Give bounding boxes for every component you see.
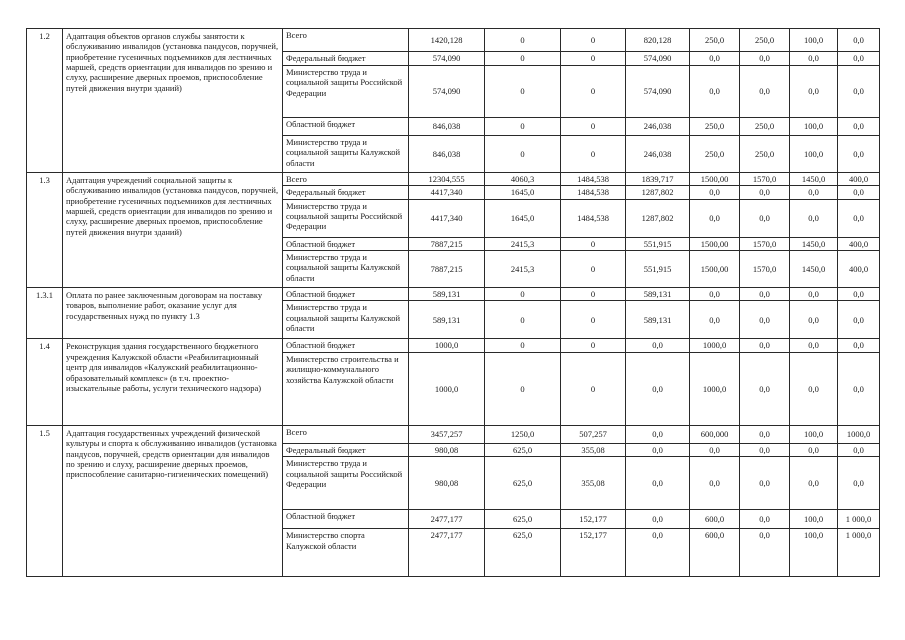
amount-cell: 4417,340 bbox=[409, 186, 485, 199]
table-row bbox=[27, 425, 880, 443]
amount-cell: 0,0 bbox=[790, 443, 838, 456]
amount-cell: 250,0 bbox=[690, 29, 740, 52]
funding-source: Областной бюджет bbox=[283, 288, 409, 301]
amount-cell: 0,0 bbox=[690, 301, 740, 339]
funding-source: Министерство спорта Калужской области bbox=[283, 529, 409, 577]
amount-cell: 7887,215 bbox=[409, 251, 485, 288]
amount-cell: 0,0 bbox=[790, 352, 838, 425]
amount-cell: 0 bbox=[485, 301, 561, 339]
amount-cell: 0,0 bbox=[690, 199, 740, 237]
amount-cell: 1000,0 bbox=[838, 425, 880, 443]
amount-cell: 3457,257 bbox=[409, 425, 485, 443]
amount-cell: 0,0 bbox=[626, 425, 690, 443]
amount-cell: 7887,215 bbox=[409, 237, 485, 250]
amount-cell: 0,0 bbox=[626, 339, 690, 352]
amount-cell: 0 bbox=[561, 52, 626, 66]
amount-cell: 980,08 bbox=[409, 443, 485, 456]
amount-cell: 1500,00 bbox=[690, 173, 740, 186]
amount-cell: 2415,3 bbox=[485, 237, 561, 250]
amount-cell: 0,0 bbox=[838, 52, 880, 66]
funding-source: Министерство труда и социальной защиты Российской Федерации bbox=[283, 66, 409, 118]
budget-table bbox=[26, 28, 880, 577]
amount-cell: 0,0 bbox=[838, 352, 880, 425]
amount-cell: 0,0 bbox=[690, 66, 740, 118]
funding-source: Федеральный бюджет bbox=[283, 443, 409, 456]
funding-source: Областной бюджет bbox=[283, 237, 409, 250]
funding-source: Областной бюджет bbox=[283, 510, 409, 529]
amount-cell: 1500,00 bbox=[690, 251, 740, 288]
amount-cell: 1450,0 bbox=[790, 251, 838, 288]
amount-cell: 0,0 bbox=[740, 301, 790, 339]
amount-cell: 574,090 bbox=[626, 66, 690, 118]
table-row bbox=[27, 339, 880, 352]
amount-cell: 0,0 bbox=[690, 288, 740, 301]
amount-cell: 2477,177 bbox=[409, 510, 485, 529]
amount-cell: 100,0 bbox=[790, 510, 838, 529]
amount-cell: 0 bbox=[561, 352, 626, 425]
funding-source: Министерство труда и социальной защиты Российской Федерации bbox=[283, 457, 409, 510]
amount-cell: 0,0 bbox=[740, 352, 790, 425]
funding-source: Федеральный бюджет bbox=[283, 52, 409, 66]
amount-cell: 0 bbox=[561, 301, 626, 339]
amount-cell: 0 bbox=[561, 288, 626, 301]
table-row bbox=[27, 288, 880, 301]
amount-cell: 574,090 bbox=[409, 66, 485, 118]
amount-cell: 0,0 bbox=[740, 510, 790, 529]
item-code: 1.5 bbox=[27, 425, 63, 576]
amount-cell: 0 bbox=[485, 52, 561, 66]
amount-cell: 0,0 bbox=[626, 443, 690, 456]
amount-cell: 0,0 bbox=[838, 118, 880, 136]
amount-cell: 0,0 bbox=[740, 339, 790, 352]
amount-cell: 0,0 bbox=[740, 425, 790, 443]
amount-cell: 4417,340 bbox=[409, 199, 485, 237]
funding-source: Всего bbox=[283, 29, 409, 52]
amount-cell: 2477,177 bbox=[409, 529, 485, 577]
item-description: Адаптация государственных учреждений физической культуры и спорта к обслуживанию инвалидов (установка пандусов, поручней, средств ориентации для инвалидов по зрению и слуху, расширение дверных проемов, приспособление санитарно-гигиенических помещений) bbox=[63, 425, 283, 576]
item-description: Оплата по ранее заключенным договорам на поставку товаров, выполнение работ, оказание услуг для государственных нужд по пункту 1.3 bbox=[63, 288, 283, 339]
amount-cell: 1484,538 bbox=[561, 173, 626, 186]
amount-cell: 1287,802 bbox=[626, 199, 690, 237]
amount-cell: 0,0 bbox=[790, 199, 838, 237]
amount-cell: 0,0 bbox=[838, 288, 880, 301]
amount-cell: 589,131 bbox=[626, 288, 690, 301]
amount-cell: 1570,0 bbox=[740, 237, 790, 250]
amount-cell: 574,090 bbox=[626, 52, 690, 66]
amount-cell: 0 bbox=[485, 29, 561, 52]
amount-cell: 0,0 bbox=[626, 510, 690, 529]
amount-cell: 400,0 bbox=[838, 173, 880, 186]
amount-cell: 0,0 bbox=[740, 199, 790, 237]
amount-cell: 0,0 bbox=[690, 186, 740, 199]
amount-cell: 250,0 bbox=[690, 136, 740, 173]
amount-cell: 0 bbox=[561, 237, 626, 250]
amount-cell: 0 bbox=[561, 251, 626, 288]
amount-cell: 551,915 bbox=[626, 237, 690, 250]
funding-source: Министерство строительства и жилищно-коммунального хозяйства Калужской области bbox=[283, 352, 409, 425]
funding-source: Областной бюджет bbox=[283, 118, 409, 136]
amount-cell: 1000,0 bbox=[409, 352, 485, 425]
amount-cell: 1000,0 bbox=[409, 339, 485, 352]
amount-cell: 1645,0 bbox=[485, 199, 561, 237]
item-description: Реконструкция здания государственного бюджетного учреждения Калужской области «Реабилитационный центр для инвалидов «Калужский реабилитационно-образовательный комплекс» (в т.ч. проектно-изыскательные работы, услуги технического надзора) bbox=[63, 339, 283, 425]
amount-cell: 1570,0 bbox=[740, 251, 790, 288]
funding-source: Всего bbox=[283, 173, 409, 186]
amount-cell: 0,0 bbox=[838, 339, 880, 352]
amount-cell: 0,0 bbox=[740, 529, 790, 577]
table-row bbox=[27, 29, 880, 52]
amount-cell: 152,177 bbox=[561, 529, 626, 577]
amount-cell: 1484,538 bbox=[561, 199, 626, 237]
amount-cell: 0,0 bbox=[626, 457, 690, 510]
amount-cell: 589,131 bbox=[409, 301, 485, 339]
amount-cell: 600,0 bbox=[690, 529, 740, 577]
amount-cell: 0 bbox=[561, 136, 626, 173]
item-description: Адаптация объектов органов службы занятости к обслуживанию инвалидов (установка пандусов, поручней, приобретение гусеничных подъемников для лестничных маршей, средств ориентации для инвалидов по зрению и слуху, расширение дверных проемов, приспособление путей движения внутри зданий) bbox=[63, 29, 283, 173]
amount-cell: 980,08 bbox=[409, 457, 485, 510]
amount-cell: 1000,0 bbox=[690, 352, 740, 425]
amount-cell: 0,0 bbox=[838, 66, 880, 118]
amount-cell: 250,0 bbox=[740, 136, 790, 173]
amount-cell: 600,0 bbox=[690, 510, 740, 529]
amount-cell: 0,0 bbox=[690, 443, 740, 456]
amount-cell: 1000,0 bbox=[690, 339, 740, 352]
amount-cell: 1287,802 bbox=[626, 186, 690, 199]
amount-cell: 1250,0 bbox=[485, 425, 561, 443]
amount-cell: 246,038 bbox=[626, 136, 690, 173]
amount-cell: 0,0 bbox=[838, 457, 880, 510]
amount-cell: 100,0 bbox=[790, 29, 838, 52]
amount-cell: 600,000 bbox=[690, 425, 740, 443]
amount-cell: 0 bbox=[561, 118, 626, 136]
amount-cell: 625,0 bbox=[485, 510, 561, 529]
amount-cell: 625,0 bbox=[485, 457, 561, 510]
amount-cell: 246,038 bbox=[626, 118, 690, 136]
amount-cell: 1645,0 bbox=[485, 186, 561, 199]
amount-cell: 625,0 bbox=[485, 529, 561, 577]
amount-cell: 846,038 bbox=[409, 118, 485, 136]
amount-cell: 0,0 bbox=[790, 52, 838, 66]
amount-cell: 0 bbox=[485, 136, 561, 173]
amount-cell: 589,131 bbox=[626, 301, 690, 339]
amount-cell: 0 bbox=[485, 352, 561, 425]
funding-source: Федеральный бюджет bbox=[283, 186, 409, 199]
amount-cell: 1 000,0 bbox=[838, 529, 880, 577]
amount-cell: 100,0 bbox=[790, 529, 838, 577]
amount-cell: 0 bbox=[561, 29, 626, 52]
item-description: Адаптация учреждений социальной защиты к обслуживанию инвалидов (установка пандусов, поручней, приобретение гусеничных подъемников для лестничных маршей, средств ориентации для инвалидов по зрению и слуху, расширение дверных проемов, приспособление путей движения внутри зданий) bbox=[63, 173, 283, 288]
amount-cell: 1420,128 bbox=[409, 29, 485, 52]
amount-cell: 0 bbox=[485, 66, 561, 118]
amount-cell: 0,0 bbox=[838, 29, 880, 52]
amount-cell: 0,0 bbox=[838, 136, 880, 173]
amount-cell: 1500,00 bbox=[690, 237, 740, 250]
amount-cell: 0,0 bbox=[838, 186, 880, 199]
amount-cell: 0,0 bbox=[838, 301, 880, 339]
amount-cell: 250,0 bbox=[690, 118, 740, 136]
amount-cell: 0,0 bbox=[838, 443, 880, 456]
funding-source: Министерство труда и социальной защиты Калужской области bbox=[283, 301, 409, 339]
amount-cell: 0,0 bbox=[740, 288, 790, 301]
amount-cell: 100,0 bbox=[790, 118, 838, 136]
amount-cell: 2415,3 bbox=[485, 251, 561, 288]
amount-cell: 152,177 bbox=[561, 510, 626, 529]
item-code: 1.3.1 bbox=[27, 288, 63, 339]
item-code: 1.4 bbox=[27, 339, 63, 425]
item-code: 1.2 bbox=[27, 29, 63, 173]
amount-cell: 0,0 bbox=[790, 186, 838, 199]
funding-source: Министерство труда и социальной защиты Калужской области bbox=[283, 136, 409, 173]
amount-cell: 250,0 bbox=[740, 118, 790, 136]
amount-cell: 1450,0 bbox=[790, 237, 838, 250]
amount-cell: 0,0 bbox=[790, 457, 838, 510]
amount-cell: 625,0 bbox=[485, 443, 561, 456]
amount-cell: 400,0 bbox=[838, 237, 880, 250]
amount-cell: 0,0 bbox=[838, 199, 880, 237]
amount-cell: 0 bbox=[485, 339, 561, 352]
amount-cell: 0,0 bbox=[790, 288, 838, 301]
amount-cell: 250,0 bbox=[740, 29, 790, 52]
amount-cell: 0 bbox=[485, 288, 561, 301]
amount-cell: 0 bbox=[485, 118, 561, 136]
amount-cell: 0,0 bbox=[740, 52, 790, 66]
amount-cell: 0,0 bbox=[790, 339, 838, 352]
amount-cell: 846,038 bbox=[409, 136, 485, 173]
amount-cell: 0,0 bbox=[690, 457, 740, 510]
amount-cell: 0 bbox=[561, 66, 626, 118]
amount-cell: 551,915 bbox=[626, 251, 690, 288]
amount-cell: 355,08 bbox=[561, 443, 626, 456]
amount-cell: 0,0 bbox=[740, 186, 790, 199]
amount-cell: 0,0 bbox=[740, 457, 790, 510]
amount-cell: 0,0 bbox=[790, 66, 838, 118]
amount-cell: 574,090 bbox=[409, 52, 485, 66]
amount-cell: 1450,0 bbox=[790, 173, 838, 186]
funding-source: Министерство труда и социальной защиты Калужской области bbox=[283, 251, 409, 288]
amount-cell: 0,0 bbox=[626, 529, 690, 577]
amount-cell: 100,0 bbox=[790, 136, 838, 173]
amount-cell: 0 bbox=[561, 339, 626, 352]
amount-cell: 589,131 bbox=[409, 288, 485, 301]
amount-cell: 4060,3 bbox=[485, 173, 561, 186]
amount-cell: 0,0 bbox=[626, 352, 690, 425]
funding-source: Областной бюджет bbox=[283, 339, 409, 352]
amount-cell: 1839,717 bbox=[626, 173, 690, 186]
amount-cell: 1570,0 bbox=[740, 173, 790, 186]
amount-cell: 400,0 bbox=[838, 251, 880, 288]
amount-cell: 0,0 bbox=[740, 66, 790, 118]
table-row bbox=[27, 173, 880, 186]
amount-cell: 100,0 bbox=[790, 425, 838, 443]
amount-cell: 12304,555 bbox=[409, 173, 485, 186]
amount-cell: 0,0 bbox=[740, 443, 790, 456]
funding-source: Всего bbox=[283, 425, 409, 443]
amount-cell: 820,128 bbox=[626, 29, 690, 52]
item-code: 1.3 bbox=[27, 173, 63, 288]
amount-cell: 355,08 bbox=[561, 457, 626, 510]
amount-cell: 1 000,0 bbox=[838, 510, 880, 529]
amount-cell: 0,0 bbox=[790, 301, 838, 339]
amount-cell: 0,0 bbox=[690, 52, 740, 66]
amount-cell: 507,257 bbox=[561, 425, 626, 443]
amount-cell: 1484,538 bbox=[561, 186, 626, 199]
funding-source: Министерство труда и социальной защиты Российской Федерации bbox=[283, 199, 409, 237]
